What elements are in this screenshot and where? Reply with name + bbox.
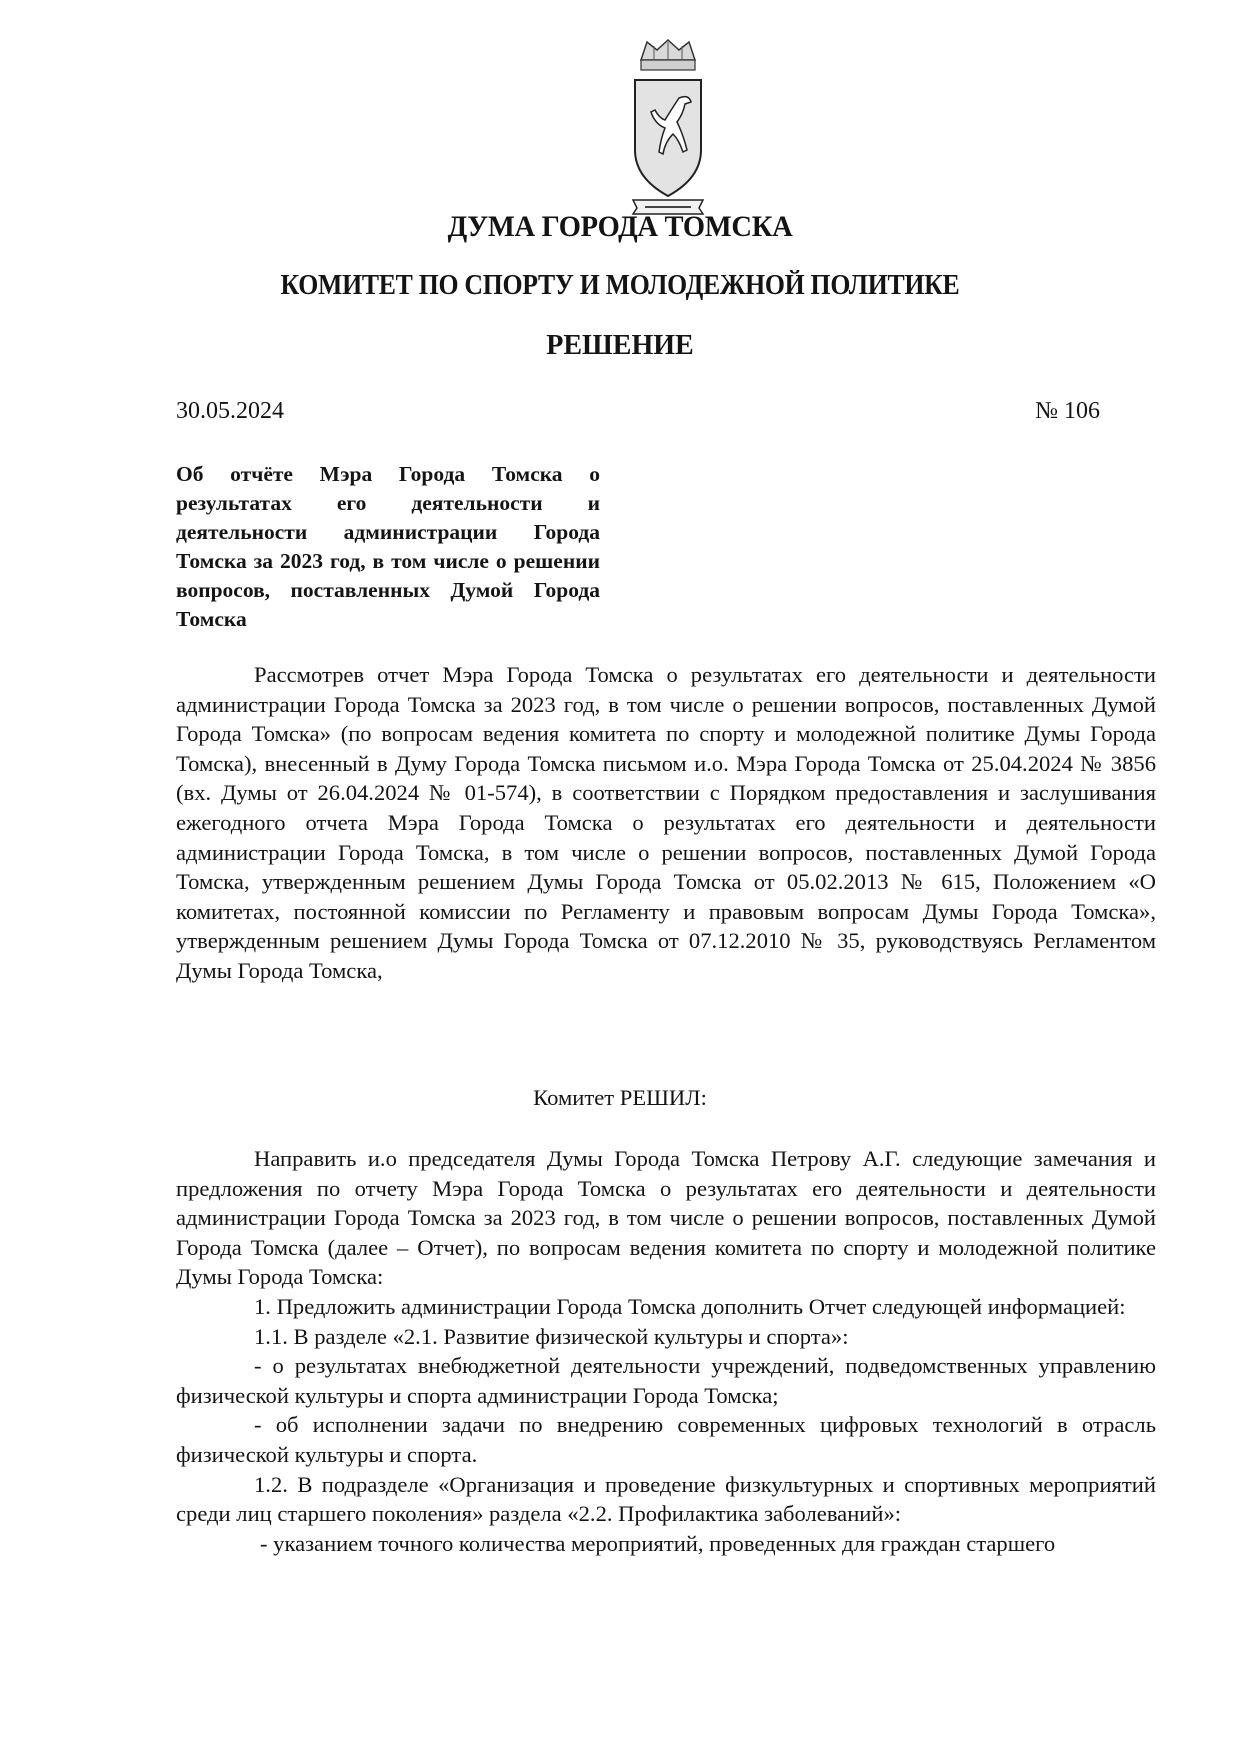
- preamble-paragraph: Рассмотрев отчет Мэра Города Томска о результатах его деятельности и деятельности администрации Города Томска за 2023 год, в том числе о решении вопросов, поставленных Думой Города Томска» (по вопросам ведения комитета по спорту и молодежной политике Думы Города Томска), внесенный в Думу Города Томска письмом и.о. Мэра Города Томска от 25.04.2024 № 3856 (вх. Думы от 26.04.2024 № 01-574), в соответствии с Порядком предоставления и заслушивания ежегодного отчета Мэра Города Томска о результатах его деятельности и деятельности администрации Города Томска, в том числе о решении вопросов, поставленных Думой Города Томска, утвержденным решением Думы Города Томска от 05.02.2013 № 615, Положением «О комитетах, постоянной комиссии по Регламенту и правовым вопросам Думы Города Томска», утвержденным решением Думы Города Томска от 07.12.2010 № 35, руководствуясь Регламентом Думы Города Томска,: [176, 662, 1156, 983]
- resolved-label: Комитет РЕШИЛ:: [533, 1085, 707, 1110]
- tomsk-coat-of-arms-icon: [627, 38, 709, 216]
- item-1: 1. Предложить администрации Города Томска дополнить Отчет следующей информацией:: [254, 1293, 1126, 1319]
- item-1-1: 1.1. В разделе «2.1. Развитие физической культуры и спорта»:: [254, 1323, 849, 1349]
- item-1-1-bullet-1: - о результатах внебюджетной деятельности учреждений, подведомственных управлению физической культуры и спорта администрации Города Томска;: [176, 1353, 1156, 1408]
- preamble-block: [176, 660, 1156, 986]
- decision-number: № 106: [1035, 398, 1100, 424]
- resolution-body: [176, 1144, 1156, 1558]
- item-1-2: 1.2. В подразделе «Организация и проведение физкультурных и спортивных мероприятий среди лиц старшего поколения» раздела «2.2. Профилактика заболеваний»:: [176, 1471, 1156, 1527]
- decision-subject: Об отчёте Мэра Города Томска о результатах его деятельности и деятельности администрации Города Томска за 2023 год, в том числе о решении вопросов, поставленных Думой Города Томска: [176, 462, 600, 631]
- item-1-1-bullet-2: - об исполнении задачи по внедрению современных цифровых технологий в отрасль физической культуры и спорта.: [176, 1412, 1156, 1467]
- committee-title: КОМИТЕТ ПО СПОРТУ И МОЛОДЕЖНОЙ ПОЛИТИКЕ: [280, 270, 960, 301]
- decision-date: 30.05.2024: [176, 398, 284, 424]
- resolution-paragraph: Направить и.о председателя Думы Города Томска Петрову А.Г. следующие замечания и предложения по отчету Мэра Города Томска о результатах его деятельности и деятельности администрации Города Томска за 2023 год, в том числе о решении вопросов, поставленных Думой Города Томска (далее – Отчет), по вопросам ведения комитета по спорту и молодежной политике Думы Города Томска:: [176, 1146, 1156, 1290]
- organization-title: ДУМА ГОРОДА ТОМСКА: [447, 210, 793, 243]
- document-type-title: РЕШЕНИЕ: [546, 330, 694, 361]
- item-1-2-bullet-1: - указанием точного количества мероприятий, проведенных для граждан старшего: [260, 1530, 1056, 1556]
